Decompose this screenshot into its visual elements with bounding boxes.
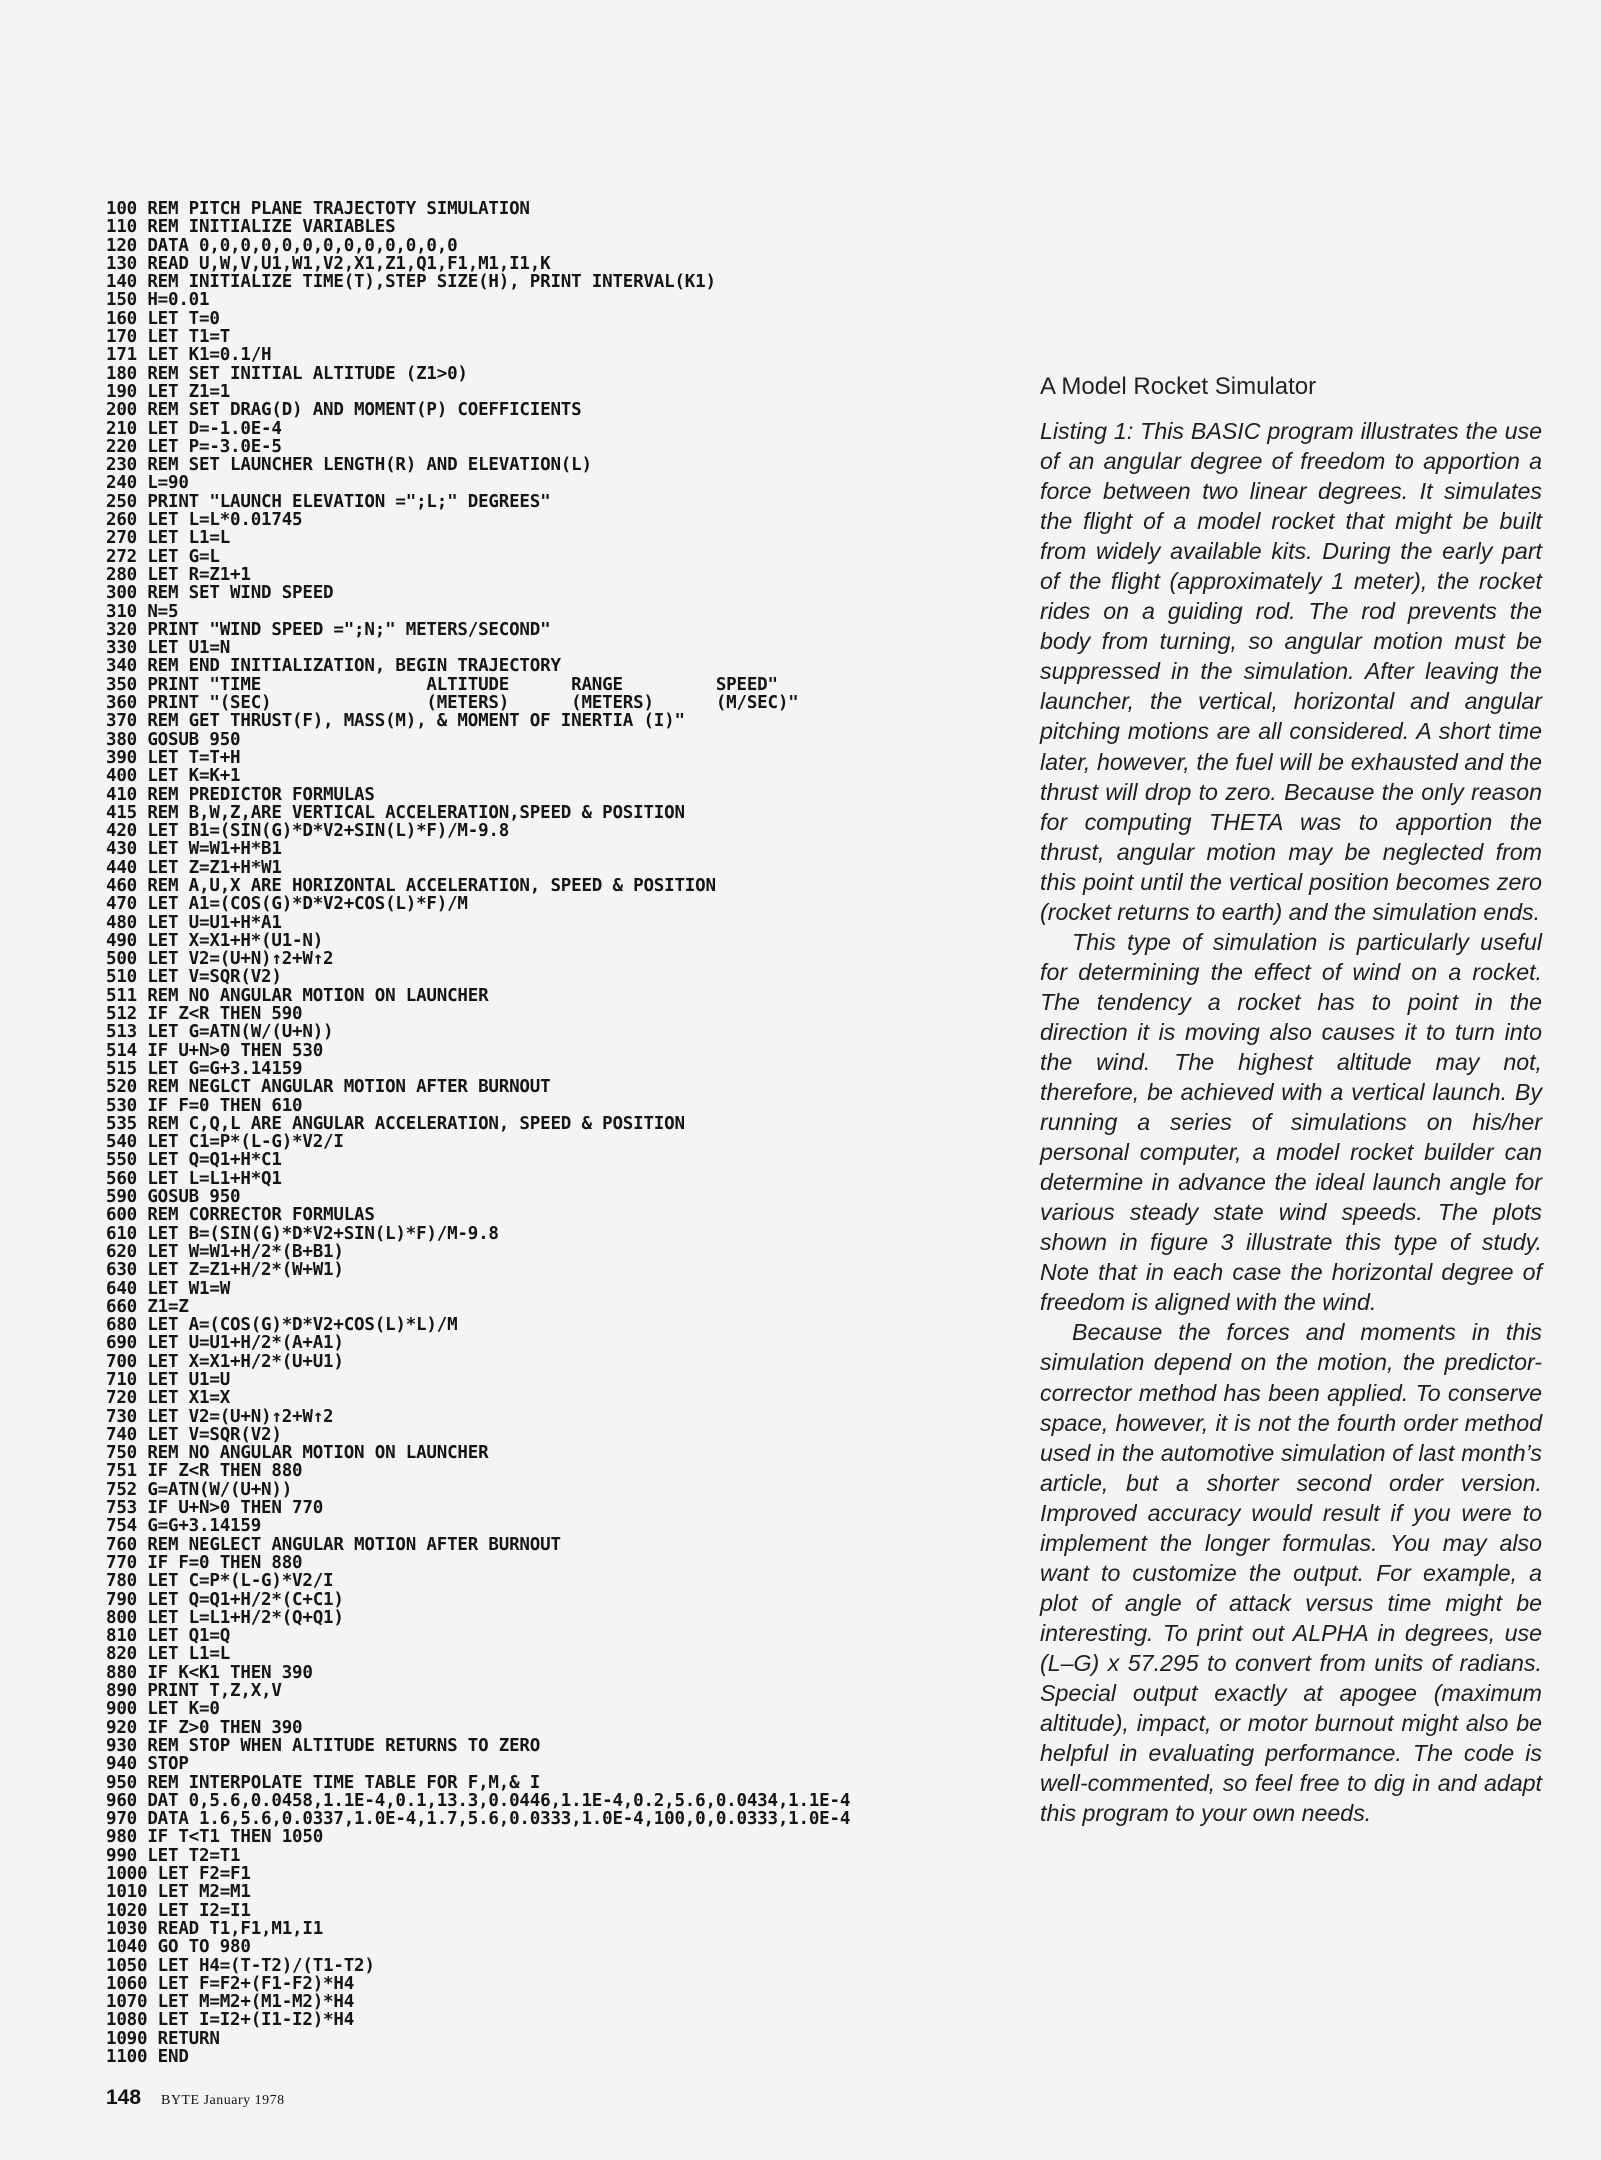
caption-title: A Model Rocket Simulator bbox=[1040, 373, 1317, 400]
code-line: 640 LET W1=W bbox=[106, 1278, 231, 1299]
code-line: 970 DATA 1.6,5.6,0.0337,1.0E-4,1.7,5.6,0.0333,1.0E-4,100,0,0.0333,1.0E-4 bbox=[106, 1809, 851, 1830]
code-line: 230 REM SET LAUNCHER LENGTH(R) AND ELEVATION(L) bbox=[106, 455, 592, 476]
code-line: 560 LET L=L1+H*Q1 bbox=[106, 1168, 282, 1189]
code-line: 1070 LET M=M2+(M1-M2)*H4 bbox=[106, 1992, 355, 2013]
code-line: 1090 RETURN bbox=[106, 2028, 220, 2049]
code-line: 500 LET V2=(U+N)↑2+W↑2 bbox=[106, 949, 334, 970]
code-line: 171 LET K1=0.1/H bbox=[106, 345, 272, 366]
code-line: 1000 LET F2=F1 bbox=[106, 1864, 251, 1885]
code-line: 460 REM A,U,X ARE HORIZONTAL ACCELERATION, SPEED & POSITION bbox=[106, 875, 716, 896]
code-line: 410 REM PREDICTOR FORMULAS bbox=[106, 784, 375, 805]
code-line: 751 IF Z<R THEN 880 bbox=[106, 1461, 303, 1482]
code-line: 120 DATA 0,0,0,0,0,0,0,0,0,0,0,0,0 bbox=[106, 235, 458, 256]
code-line: 700 LET X=X1+H/2*(U+U1) bbox=[106, 1351, 344, 1372]
code-line: 740 LET V=SQR(V2) bbox=[106, 1424, 282, 1445]
code-line: 310 N=5 bbox=[106, 601, 179, 622]
code-line: 512 IF Z<R THEN 590 bbox=[106, 1004, 303, 1025]
code-line: 430 LET W=W1+H*B1 bbox=[106, 839, 282, 860]
code-line: 480 LET U=U1+H*A1 bbox=[106, 912, 282, 933]
code-line: 753 IF U+N>0 THEN 770 bbox=[106, 1498, 324, 1519]
code-line: 630 LET Z=Z1+H/2*(W+W1) bbox=[106, 1260, 344, 1281]
code-line: 750 REM NO ANGULAR MOTION ON LAUNCHER bbox=[106, 1443, 489, 1464]
code-line: 220 LET P=-3.0E-5 bbox=[106, 436, 282, 457]
code-line: 720 LET X1=X bbox=[106, 1388, 231, 1409]
code-line: 600 REM CORRECTOR FORMULAS bbox=[106, 1205, 375, 1226]
code-line: 360 PRINT "(SEC) (METERS) (METERS) (M/SEC)" bbox=[106, 693, 799, 714]
code-line: 1030 READ T1,F1,M1,I1 bbox=[106, 1918, 324, 1939]
code-line: 160 LET T=0 bbox=[106, 308, 220, 329]
code-line: 810 LET Q1=Q bbox=[106, 1626, 231, 1647]
code-line: 930 REM STOP WHEN ALTITUDE RETURNS TO ZERO bbox=[106, 1735, 541, 1756]
code-line: 880 IF K<K1 THEN 390 bbox=[106, 1662, 313, 1683]
code-line: 270 LET L1=L bbox=[106, 528, 231, 549]
code-line: 390 LET T=T+H bbox=[106, 747, 241, 768]
page-number: 148 bbox=[106, 2086, 142, 2109]
code-line: 780 LET C=P*(L-G)*V2/I bbox=[106, 1571, 334, 1592]
code-line: 240 L=90 bbox=[106, 473, 189, 494]
code-line: 110 REM INITIALIZE VARIABLES bbox=[106, 217, 396, 238]
code-line: 400 LET K=K+1 bbox=[106, 766, 241, 787]
listing-caption bbox=[1040, 373, 1542, 1828]
code-line: 820 LET L1=L bbox=[106, 1644, 231, 1665]
code-line: 1100 END bbox=[106, 2046, 189, 2067]
code-line: 770 IF F=0 THEN 880 bbox=[106, 1552, 303, 1573]
code-line: 370 REM GET THRUST(F), MASS(M), & MOMENT OF INERTIA (I)" bbox=[106, 711, 685, 732]
code-line: 790 LET Q=Q1+H/2*(C+C1) bbox=[106, 1589, 344, 1610]
code-line: 760 REM NEGLECT ANGULAR MOTION AFTER BURNOUT bbox=[106, 1534, 561, 1555]
code-line: 540 LET C1=P*(L-G)*V2/I bbox=[106, 1132, 344, 1153]
code-line: 1040 GO TO 980 bbox=[106, 1937, 251, 1958]
code-line: 210 LET D=-1.0E-4 bbox=[106, 418, 282, 439]
page-footer bbox=[106, 2086, 285, 2110]
code-line: 1020 LET I2=I1 bbox=[106, 1900, 251, 1921]
code-line: 170 LET T1=T bbox=[106, 327, 231, 348]
code-line: 920 IF Z>0 THEN 390 bbox=[106, 1717, 303, 1738]
code-line: 960 DAT 0,5.6,0.0458,1.1E-4,0.1,13.3,0.0446,1.1E-4,0.2,5.6,0.0434,1.1E-4 bbox=[106, 1790, 851, 1811]
code-line: 890 PRINT T,Z,X,V bbox=[106, 1681, 282, 1702]
code-line: 340 REM END INITIALIZATION, BEGIN TRAJECTORY bbox=[106, 656, 561, 677]
code-line: 754 G=G+3.14159 bbox=[106, 1516, 262, 1537]
code-line: 440 LET Z=Z1+H*W1 bbox=[106, 857, 282, 878]
code-line: 470 LET A1=(COS(G)*D*V2+COS(L)*F)/M bbox=[106, 894, 468, 915]
code-line: 280 LET R=Z1+1 bbox=[106, 564, 251, 585]
code-line: 300 REM SET WIND SPEED bbox=[106, 583, 334, 604]
code-line: 180 REM SET INITIAL ALTITUDE (Z1>0) bbox=[106, 363, 468, 384]
code-line: 950 REM INTERPOLATE TIME TABLE FOR F,M,& I bbox=[106, 1772, 541, 1793]
code-line: 800 LET L=L1+H/2*(Q+Q1) bbox=[106, 1607, 344, 1628]
code-line: 530 IF F=0 THEN 610 bbox=[106, 1095, 303, 1116]
code-line: 690 LET U=U1+H/2*(A+A1) bbox=[106, 1333, 344, 1354]
code-line: 680 LET A=(COS(G)*D*V2+COS(L)*L)/M bbox=[106, 1315, 458, 1336]
caption-paragraph: This type of simulation is particularly useful for determining the effect of wind on a rocket. The tendency a rocket has to point in the direction it is moving also causes it to turn into the wind. The highest altitude may not, therefore, be achieved with a vertical launch. By running a series of simulations on his/her personal computer, a model rocket builder can determine in advance the ideal launch angle for various steady state wind speeds. The plots shown in figure 3 illustrate this type of study. Note that in each case the horizontal degree of freedom is aligned with the wind. bbox=[1040, 928, 1542, 1316]
code-line: 130 READ U,W,V,U1,W1,V2,X1,Z1,Q1,F1,M1,I1,K bbox=[106, 253, 551, 274]
code-line: 990 LET T2=T1 bbox=[106, 1845, 241, 1866]
code-line: 520 REM NEGLCT ANGULAR MOTION AFTER BURNOUT bbox=[106, 1077, 551, 1098]
code-line: 660 Z1=Z bbox=[106, 1296, 189, 1317]
code-line: 1010 LET M2=M1 bbox=[106, 1882, 251, 1903]
code-line: 100 REM PITCH PLANE TRAJECTOTY SIMULATION bbox=[106, 199, 530, 219]
code-line: 980 IF T<T1 THEN 1050 bbox=[106, 1827, 324, 1848]
code-line: 1050 LET H4=(T-T2)/(T1-T2) bbox=[106, 1955, 375, 1976]
code-line: 590 GOSUB 950 bbox=[106, 1187, 241, 1208]
code-line: 350 PRINT "TIME ALTITUDE RANGE SPEED" bbox=[106, 674, 778, 695]
magazine-issue: BYTE January 1978 bbox=[161, 2093, 285, 2108]
code-line: 490 LET X=X1+H*(U1-N) bbox=[106, 930, 324, 951]
code-line: 752 G=ATN(W/(U+N)) bbox=[106, 1479, 293, 1500]
code-line: 514 IF U+N>0 THEN 530 bbox=[106, 1040, 324, 1061]
code-line: 535 REM C,Q,L ARE ANGULAR ACCELERATION, SPEED & POSITION bbox=[106, 1113, 685, 1134]
code-line: 940 STOP bbox=[106, 1754, 189, 1775]
code-line: 380 GOSUB 950 bbox=[106, 729, 241, 750]
code-line: 730 LET V2=(U+N)↑2+W↑2 bbox=[106, 1406, 334, 1427]
code-line: 620 LET W=W1+H/2*(B+B1) bbox=[106, 1241, 344, 1262]
code-line: 272 LET G=L bbox=[106, 546, 220, 567]
code-line: 320 PRINT "WIND SPEED =";N;" METERS/SECOND" bbox=[106, 619, 551, 640]
code-line: 150 H=0.01 bbox=[106, 290, 210, 311]
code-line: 200 REM SET DRAG(D) AND MOMENT(P) COEFFICIENTS bbox=[106, 400, 582, 421]
code-line: 420 LET B1=(SIN(G)*D*V2+SIN(L)*F)/M-9.8 bbox=[106, 821, 510, 842]
code-line: 710 LET U1=U bbox=[106, 1370, 231, 1390]
code-line: 550 LET Q=Q1+H*C1 bbox=[106, 1150, 282, 1171]
code-line: 415 REM B,W,Z,ARE VERTICAL ACCELERATION,SPEED & POSITION bbox=[106, 802, 685, 823]
code-line: 140 REM INITIALIZE TIME(T),STEP SIZE(H), PRINT INTERVAL(K1) bbox=[106, 272, 716, 293]
code-line: 1080 LET I=I2+(I1-I2)*H4 bbox=[106, 2010, 355, 2031]
basic-program-listing bbox=[106, 200, 1006, 2066]
code-line: 511 REM NO ANGULAR MOTION ON LAUNCHER bbox=[106, 985, 489, 1006]
code-line: 250 PRINT "LAUNCH ELEVATION =";L;" DEGREES" bbox=[106, 491, 551, 512]
code-line: 513 LET G=ATN(W/(U+N)) bbox=[106, 1022, 334, 1043]
code-line: 900 LET K=0 bbox=[106, 1699, 220, 1720]
code-line: 190 LET Z1=1 bbox=[106, 381, 231, 402]
code-line: 610 LET B=(SIN(G)*D*V2+SIN(L)*F)/M-9.8 bbox=[106, 1223, 499, 1244]
code-line: 260 LET L=L*0.01745 bbox=[106, 510, 303, 531]
caption-paragraph: Listing 1: This BASIC program illustrates the use of an angular degree of freedom to apportion a force between two linear degrees. It simulates the flight of a model rocket that might be built from widely available kits. During the early part of the flight (approximately 1 meter), the rocket rides on a guiding rod. The rod prevents the body from turning, so angular motion must be suppressed in the simulation. After leaving the launcher, the vertical, horizontal and angular pitching motions are all considered. A short time later, however, the fuel will be exhausted and the thrust will drop to zero. Because the only reason for computing THETA was to apportion the thrust, angular motion may be neglected from this point until the vertical position becomes zero (rocket returns to earth) and the simulation ends. bbox=[1040, 418, 1542, 925]
code-line: 330 LET U1=N bbox=[106, 638, 231, 659]
code-line: 515 LET G=G+3.14159 bbox=[106, 1058, 303, 1079]
code-line: 510 LET V=SQR(V2) bbox=[106, 967, 282, 988]
caption-paragraph: Because the forces and moments in this simulation depend on the motion, the predictor-corrector method has been applied. To conserve space, however, it is not the fourth order method used in the automotive simulation of last month’s article, but a shorter second order version. Improved accuracy would result if you were to implement the longer formulas. You may also want to customize the output. For example, a plot of angle of attack versus time might be interesting. To print out ALPHA in degrees, use (L–G) x 57.295 to convert from units of radians. Special output exactly at apogee (maximum altitude), impact, or motor burnout might also be helpful in evaluating performance. The code is well-commented, so feel free to dig in and adapt this program to your own needs. bbox=[1040, 1319, 1542, 1827]
code-line: 1060 LET F=F2+(F1-F2)*H4 bbox=[106, 1973, 355, 1994]
